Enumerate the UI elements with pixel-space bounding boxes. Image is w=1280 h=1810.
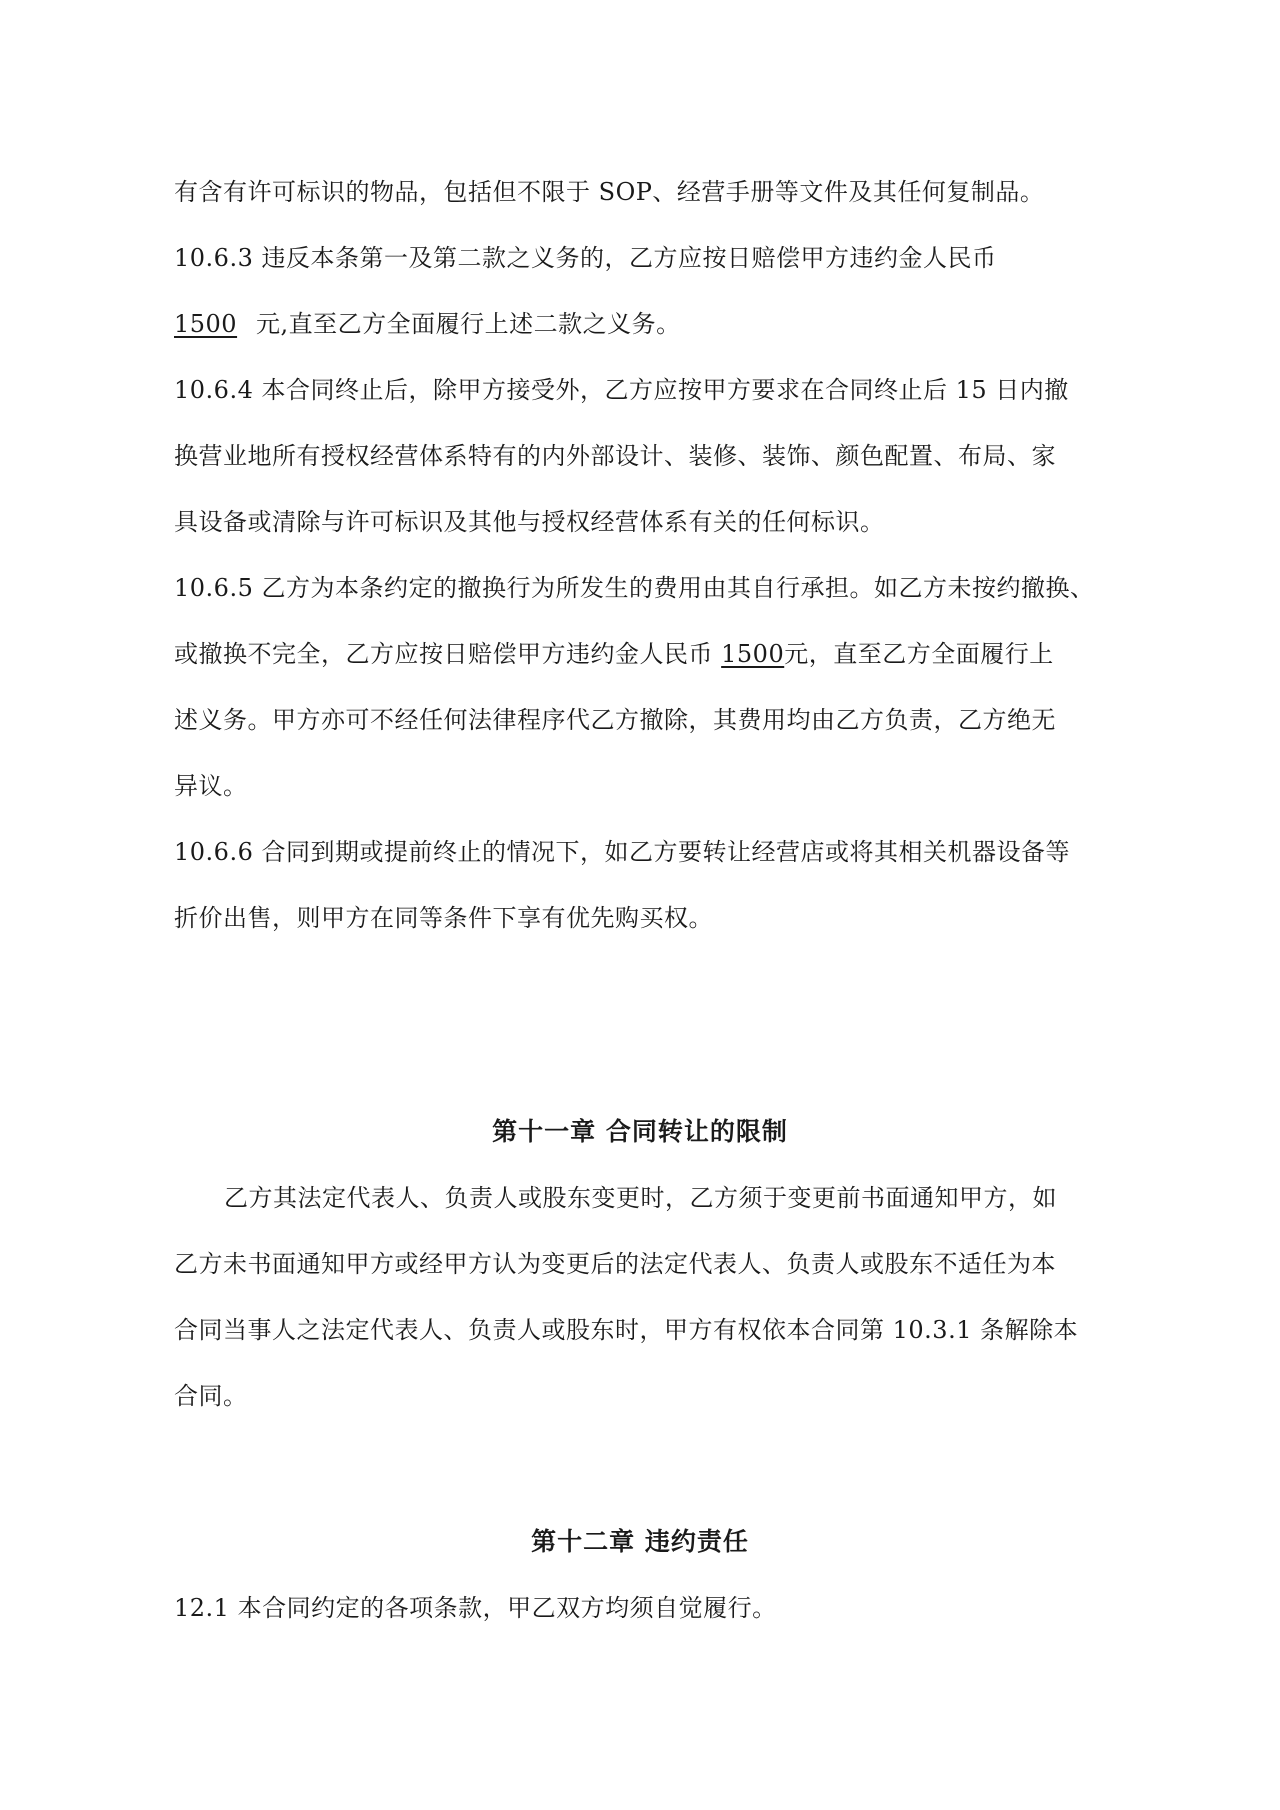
chapter-11-title: 第十一章 合同转让的限制 bbox=[492, 1117, 788, 1146]
text-segment: 元，直至乙方全面履行上 bbox=[784, 640, 1054, 668]
text-line: 有含有许可标识的物品，包括但不限于 SOP、经营手册等文件及其任何复制品。 bbox=[174, 178, 1045, 206]
text-line bbox=[174, 307, 681, 341]
text-segment: 元,直至乙方全面履行上述二款之义务。 bbox=[256, 310, 681, 338]
clause-10-6-6: 10.6.6 合同到期或提前终止的情况下，如乙方要转让经营店或将其相关机器设备等 bbox=[174, 838, 1070, 866]
chapter-12-title: 第十二章 违约责任 bbox=[531, 1527, 749, 1556]
text-line bbox=[174, 637, 1054, 671]
text-line: 折价出售，则甲方在同等条件下享有优先购买权。 bbox=[174, 904, 713, 932]
text-line: 异议。 bbox=[174, 772, 248, 800]
text-line: 合同。 bbox=[174, 1382, 248, 1410]
text-line: 换营业地所有授权经营体系特有的内外部设计、装修、装饰、颜色配置、布局、家 bbox=[174, 442, 1056, 470]
text-segment: 或撤换不完全，乙方应按日赔偿甲方违约金人民币 bbox=[174, 640, 722, 668]
text-line: 具设备或清除与许可标识及其他与授权经营体系有关的任何标识。 bbox=[174, 508, 885, 536]
amount-blank: 1500 bbox=[174, 310, 238, 338]
text-line: 乙方未书面通知甲方或经甲方认为变更后的法定代表人、负责人或股东不适任为本 bbox=[174, 1250, 1056, 1278]
clause-10-6-4: 10.6.4 本合同终止后，除甲方接受外，乙方应按甲方要求在合同终止后 15 日内撤 bbox=[174, 376, 1069, 404]
text-line: 合同当事人之法定代表人、负责人或股东时，甲方有权依本合同第 10.3.1 条解除本 bbox=[174, 1316, 1079, 1344]
clause-10-6-5: 10.6.5 乙方为本条约定的撤换行为所发生的费用由其自行承担。如乙方未按约撤换、 bbox=[174, 574, 1095, 602]
text-line: 述义务。甲方亦可不经任何法律程序代乙方撤除，其费用均由乙方负责，乙方绝无 bbox=[174, 706, 1056, 734]
clause-12-1: 12.1 本合同约定的各项条款，甲乙双方均须自觉履行。 bbox=[174, 1594, 777, 1622]
chapter-11-paragraph: 乙方其法定代表人、负责人或股东变更时，乙方须于变更前书面通知甲方，如 bbox=[224, 1184, 1057, 1212]
amount-blank: 1500 bbox=[721, 640, 785, 668]
clause-10-6-3: 10.6.3 违反本条第一及第二款之义务的，乙方应按日赔偿甲方违约金人民币 bbox=[174, 244, 997, 272]
